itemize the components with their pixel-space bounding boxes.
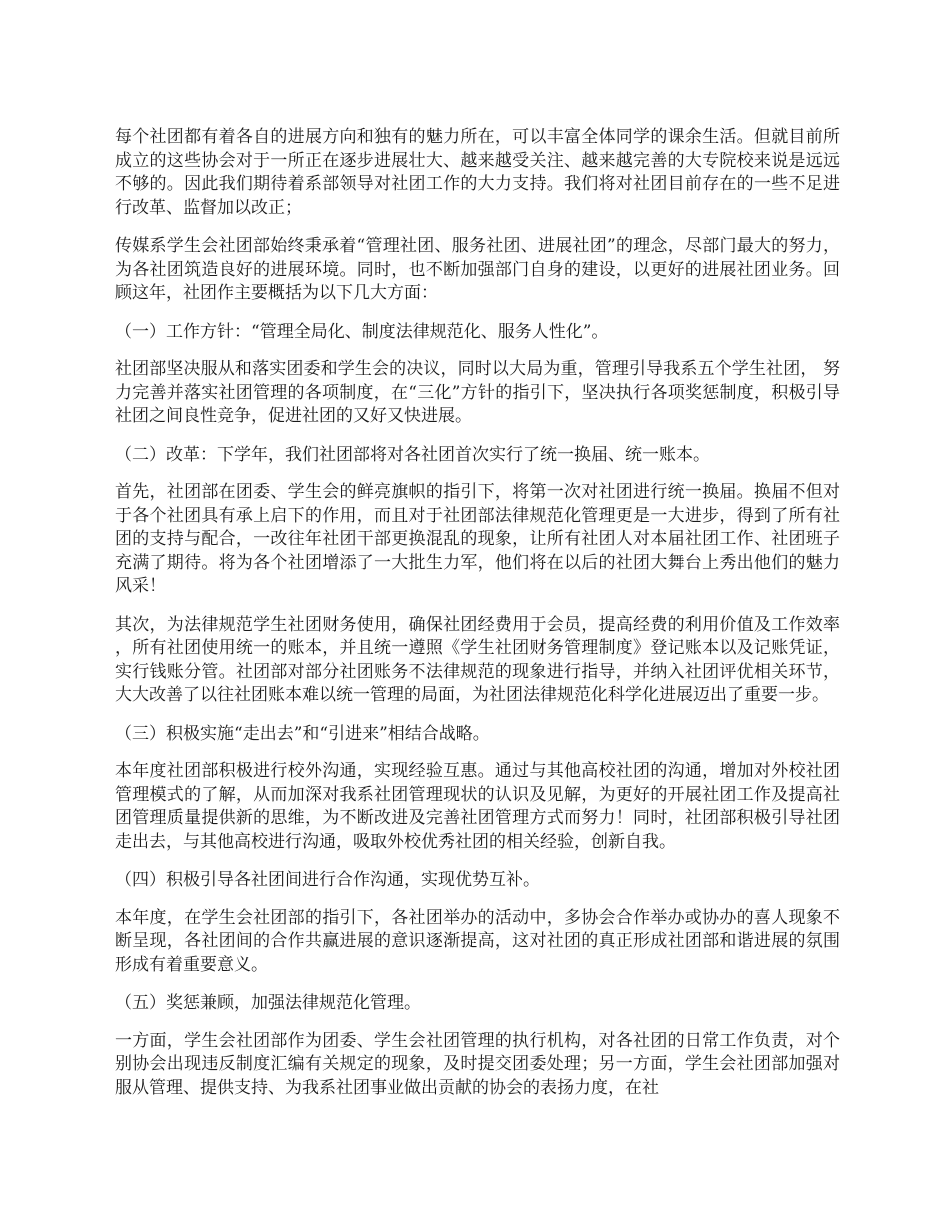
section-heading-5: （五）奖惩兼顾，加强法律规范化管理。 <box>115 993 421 1013</box>
paragraph-section-5: 一方面，学生会社团部作为团委、学生会社团管理的执行机构，对各社团的日常工作负责，对个别协会出现违反制度汇编有关规定的现象，及时提交团委处理；另一方面，学生会社团部加强对服从管理、提供支持、为我系社团事业做出贡献的协会的表扬力度，在社 <box>115 1030 840 1098</box>
section-heading-3: （三）积极实施“走出去”和“引进来”相结合战略。 <box>115 723 490 744</box>
paragraph-intro: 每个社团都有着各自的进展方向和独有的魅力所在，可以丰富全体同学的课余生活。但就目前所成立的这些协会对于一所正在逐步进展壮大、越来越受关注、越来越完善的大专院校来说是远远不够的。因此我们期待着系部领导对社团工作的大力支持。我们将对社团目前存在的一些不足进行改革、监督加以改正； <box>115 127 840 218</box>
paragraph-section-1: 社团部坚决服从和落实团委和学生会的决议，同时以大局为重，管理引导我系五个学生社团， 努力完善并落实社团管理的各项制度，在“三化”方针的指引下，坚决执行各项奖惩制度，积极引导社团之间良性竞争，促进社团的又好又快进展。 <box>115 359 840 426</box>
paragraph-section-3: 本年度社团部积极进行校外沟通，实现经验互惠。通过与其他高校社团的沟通，增加对外校社团管理模式的了解，从而加深对我系社团管理现状的认识及见解，为更好的开展社团工作及提高社团管理质量提供新的思维，为不断改进及完善社团管理方式而努力！同时，社团部积极引导社团走出去，与其他高校进行沟通，吸取外校优秀社团的相关经验，创新自我。 <box>115 761 840 852</box>
paragraph-mission: 传媒系学生会社团部始终秉承着“管理社团、服务社团、进展社团”的理念，尽部门最大的努力，为各社团筑造良好的进展环境。同时，也不断加强部门自身的建设，以更好的进展社团业务。回顾这年，社团作主要概括为以下几大方面： <box>115 236 840 303</box>
paragraph-section-2a: 首先，社团部在团委、学生会的鲜亮旗帜的指引下，将第一次对社团进行统一换届。换届不但对于各个社团具有承上启下的作用，而且对于社团部法律规范化管理更是一大进步，得到了所有社团的支持与配合，一改往年社团干部更换混乱的现象，让所有社团人对本届社团工作、社团班子充满了期待。将为各个社团增添了一大批生力军，他们将在以后的社团大舞台上秀出他们的魅力风采！ <box>115 482 840 596</box>
section-heading-4: （四）积极引导各社团间进行合作沟通，实现优势互补。 <box>115 870 540 890</box>
paragraph-section-4: 本年度，在学生会社团部的指引下，各社团举办的活动中，多协会合作举办或协办的喜人现象不断呈现，各社团间的合作共赢进展的意识逐渐提高，这对社团的真正形成社团部和谐进展的氛围形成有着重要意义。 <box>115 907 840 975</box>
paragraph-section-2b: 其次，为法律规范学生社团财务使用，确保社团经费用于会员，提高经费的利用价值及工作效率，所有社团使用统一的账本，并且统一遵照《学生社团财务管理制度》登记账本以及记账凭证，实行钱账分管。社团部对部分社团账务不法律规范的现象进行指导，并纳入社团评优相关环节，大大改善了以往社团账本难以统一管理的局面，为社团法律规范化科学化进展迈出了重要一步。 <box>115 614 840 705</box>
section-heading-2: （二）改革：下学年，我们社团部将对各社团首次实行了统一换届、统一账本。 <box>115 444 710 465</box>
section-heading-1: （一）工作方针：“管理全局化、制度法律规范化、服务人性化”。 <box>115 321 609 342</box>
document-body <box>115 126 840 1115</box>
